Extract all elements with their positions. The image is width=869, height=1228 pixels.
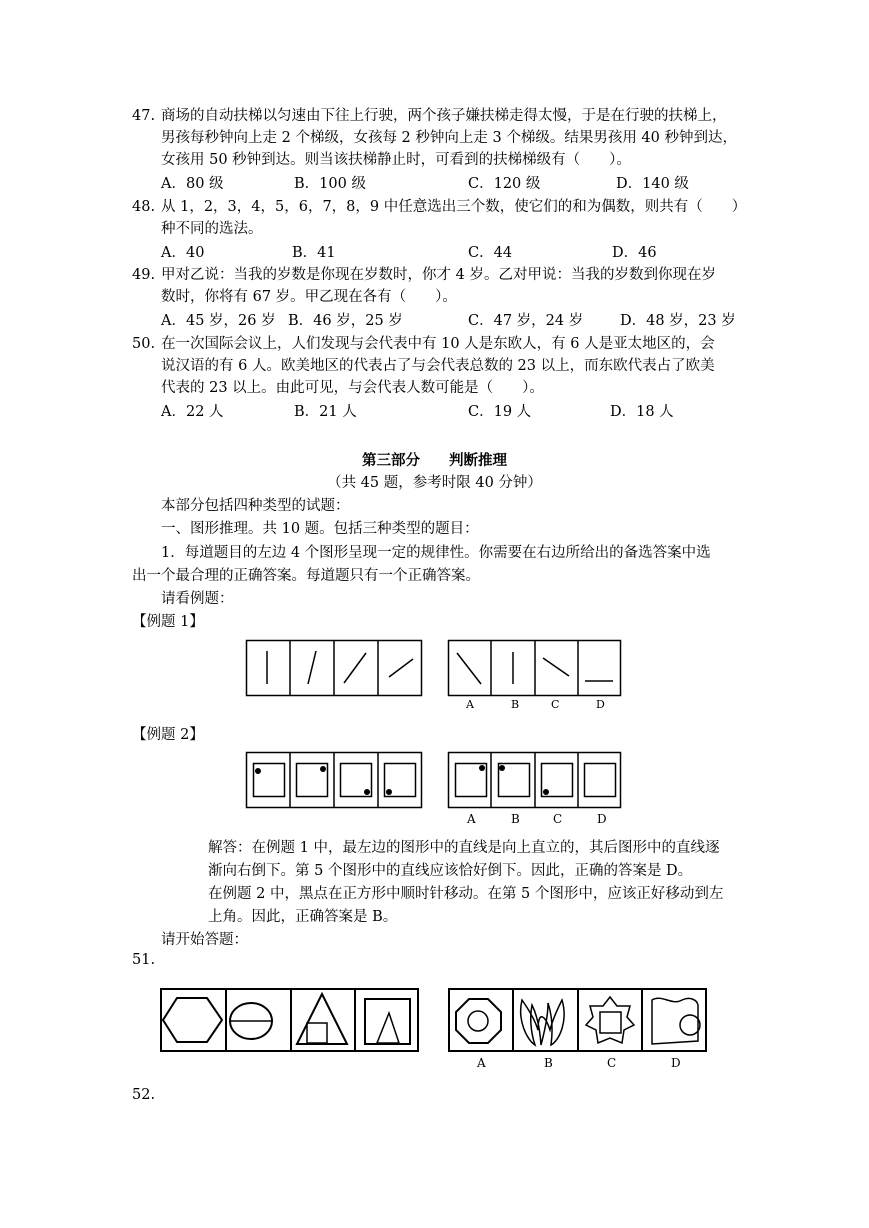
option-d: D．46 (612, 245, 657, 261)
question-number: 49. (132, 267, 156, 283)
question-number-52: 52. (132, 1087, 156, 1103)
question-text-line: 种不同的选法。 (161, 221, 263, 237)
petal-shape (521, 1000, 564, 1045)
section-title: 第三部分 判断推理 (362, 452, 507, 469)
option-a: A．40 (161, 245, 205, 261)
question-text-line: 女孩用 50 秒钟到达。则当该扶梯静止时，可看到的扶梯梯级有（ ）。 (161, 152, 631, 168)
wave-shape (652, 998, 698, 1044)
label-b: B (511, 698, 520, 711)
label-d: D (671, 1056, 681, 1070)
octagon-shape (456, 999, 501, 1043)
question-text-line: 代表的 23 以上。由此可见，与会代表人数可能是（ ）。 (161, 380, 544, 396)
intro-text: 1．每道题目的左边 4 个图形呈现一定的规律性。你需要在右边所给出的备选答案中选 (161, 545, 711, 561)
square-shape (600, 1012, 621, 1033)
square-shape (365, 999, 410, 1044)
example-2-choice-labels (466, 812, 607, 826)
option-d: D．18 人 (610, 404, 674, 420)
q51-question-figure (161, 989, 418, 1051)
triangle-shape (377, 1013, 399, 1043)
question-text-line: 男孩每秒钟向上走 2 个梯级，女孩每 2 秒钟向上走 3 个梯级。结果男孩用 40 秒钟到达， (161, 130, 737, 146)
option-a: A．80 级 (161, 176, 224, 192)
q51-choice-labels (476, 1056, 681, 1070)
question-number: 47. (132, 108, 156, 124)
example-2-answer-dots (479, 765, 549, 795)
option-c: C．19 人 (468, 404, 532, 420)
example-1-choice-labels (465, 698, 605, 711)
label-a: A (467, 812, 476, 826)
question-text-line: 商场的自动扶梯以匀速由下往上行驶，两个孩子嫌扶梯走得太慢，于是在行驶的扶梯上， (161, 108, 727, 124)
option-b: B．41 (292, 245, 336, 261)
example-2-question-figure (247, 752, 422, 808)
option-b: B．21 人 (294, 404, 357, 420)
option-c: C．47 岁，24 岁 (468, 313, 584, 329)
see-example: 请看例题： (161, 591, 234, 607)
answer-explanation: 渐向右倒下。第 5 个图形中的直线应该恰好倒下。因此，正确的答案是 D。 (208, 863, 693, 879)
label-c: C (607, 1056, 617, 1070)
label-a: A (477, 1056, 486, 1070)
circle-shape (468, 1011, 488, 1031)
example-2-label: 【例题 2】 (132, 727, 204, 743)
intro-text: 本部分包括四种类型的试题： (161, 498, 350, 514)
hexagon-shape (163, 998, 222, 1042)
start-instruction: 请开始答题： (161, 932, 248, 948)
label-b: B (511, 812, 520, 826)
example-1-label: 【例题 1】 (132, 614, 204, 630)
option-b: B．100 级 (294, 176, 366, 192)
label-a: A (466, 698, 474, 711)
answer-explanation: 在例题 2 中，黑点在正方形中顺时针移动。在第 5 个图形中，应该正好移动到左 (208, 886, 724, 902)
answer-explanation: 上角。因此，正确答案是 B。 (208, 909, 398, 925)
section-subtitle: （共 45 题，参考时限 40 分钟） (327, 475, 542, 491)
square-shape (307, 1023, 327, 1043)
option-a: A．22 人 (161, 404, 224, 420)
question-number-51: 51. (132, 952, 156, 968)
option-c: C．44 (468, 245, 513, 261)
question-text-line: 数时，你将有 67 岁。甲乙现在各有（ ）。 (161, 289, 457, 305)
question-text-line: 在一次国际会议上，人们发现与会代表中有 10 人是东欧人，有 6 人是亚太地区的，会 (161, 336, 715, 352)
q51-answer-figure (449, 989, 706, 1051)
label-d: D (596, 698, 605, 711)
label-c: C (553, 812, 563, 826)
triangle-shape (297, 994, 347, 1044)
answer-explanation: 解答：在例题 1 中，最左边的图形中的直线是向上直立的，其后图形中的直线逐 (208, 840, 720, 856)
intro-text: 一、图形推理。共 10 题。包括三种类型的题目： (161, 521, 479, 537)
question-text-line: 从 1，2，3，4，5，6，7，8，9 中任意选出三个数，使它们的和为偶数，则共有（ ） (161, 199, 747, 215)
option-c: C．120 级 (468, 176, 541, 192)
option-a: A．45 岁，26 岁 (161, 313, 276, 329)
label-d: D (597, 812, 607, 826)
question-number: 48. (132, 199, 156, 215)
label-c: C (551, 698, 560, 711)
label-b: B (544, 1056, 553, 1070)
intro-text: 出一个最合理的正确答案。每道题只有一个正确答案。 (132, 568, 480, 584)
example-1-question-figure (247, 640, 422, 696)
circle-shape (680, 1015, 700, 1035)
option-d: D．140 级 (616, 176, 689, 192)
star-shape (586, 997, 634, 1043)
example-2-answer-figure (449, 752, 621, 808)
question-text-line: 甲对乙说：当我的岁数是你现在岁数时，你才 4 岁。乙对甲说：当我的岁数到你现在岁 (161, 267, 716, 283)
option-b: B．46 岁，25 岁 (288, 313, 403, 329)
question-text-line: 说汉语的有 6 人。欧美地区的代表占了与会代表总数的 23 以上，而东欧代表占了欧美 (161, 358, 715, 374)
example-1-answer-figure (449, 640, 621, 696)
question-number: 50. (132, 336, 156, 352)
option-d: D．48 岁，23 岁 (620, 313, 736, 329)
